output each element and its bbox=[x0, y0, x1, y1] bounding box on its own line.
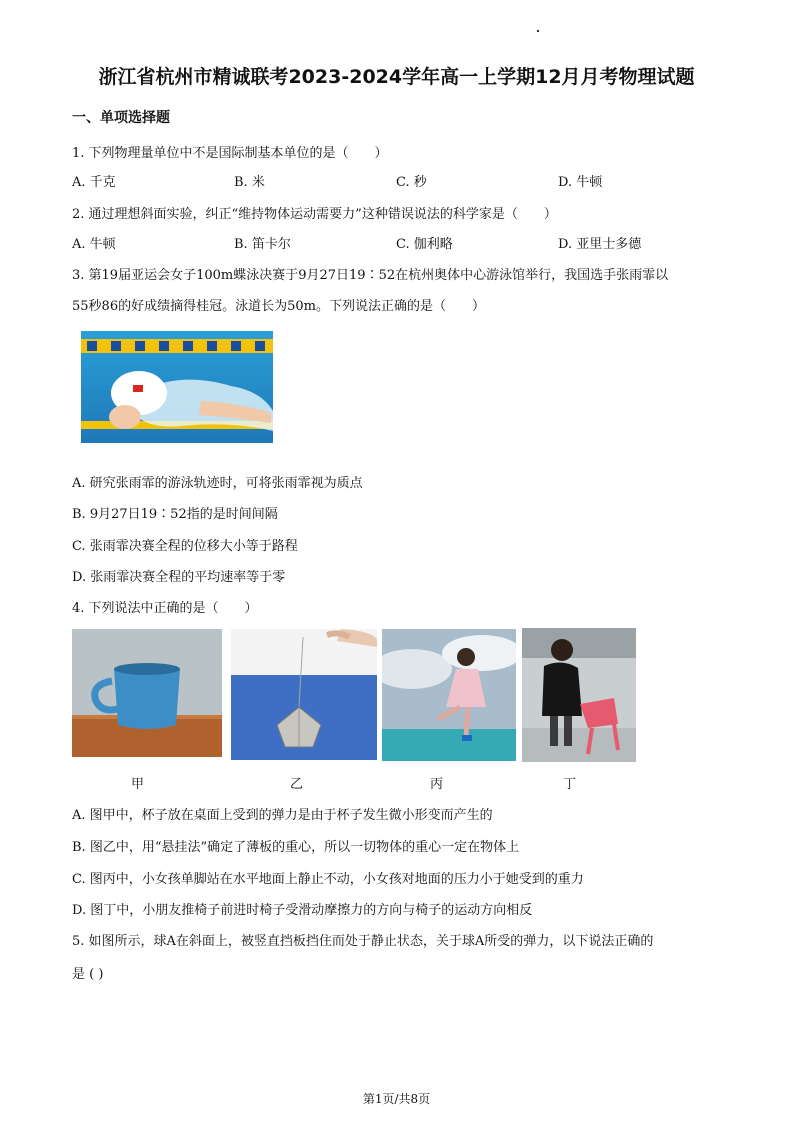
q1-option-d: D. 牛顿 bbox=[558, 175, 603, 190]
q1-option-b: B. 米 bbox=[234, 175, 265, 190]
q1-option-c: C. 秒 bbox=[396, 175, 427, 190]
question-5-stem-line2: 是 ( ) bbox=[72, 967, 104, 982]
q4-option-d: D. 图丁中，小朋友推椅子前进时椅子受滑动摩擦力的方向与椅子的运动方向相反 bbox=[72, 903, 533, 918]
q3-option-c: C. 张雨霏决赛全程的位移大小等于路程 bbox=[72, 539, 298, 554]
q3-option-a: A. 研究张雨霏的游泳轨迹时，可将张雨霏视为质点 bbox=[72, 476, 363, 491]
q3-option-d: D. 张雨霏决赛全程的平均速率等于零 bbox=[72, 570, 286, 585]
q2-option-d: D. 亚里士多德 bbox=[558, 237, 642, 252]
hanging-plate-photo bbox=[231, 629, 377, 760]
question-4-stem: 4. 下列说法中正确的是（ ） bbox=[72, 601, 258, 616]
question-1-stem: 1. 下列物理量单位中不是国际制基本单位的是（ ） bbox=[72, 146, 388, 161]
scan-dot bbox=[537, 30, 539, 32]
q4-option-a: A. 图甲中，杯子放在桌面上受到的弹力是由于杯子发生微小形变而产生的 bbox=[72, 808, 493, 823]
caption-jia: 甲 bbox=[131, 777, 145, 792]
question-5-stem-line1: 5. 如图所示，球A在斜面上，被竖直挡板挡住而处于静止状态，关于球A所受的弹力，以下说法正确的 bbox=[72, 934, 654, 949]
caption-ding: 丁 bbox=[563, 777, 577, 792]
caption-bing: 丙 bbox=[430, 777, 444, 792]
swimmer-photo bbox=[81, 331, 273, 443]
q4-option-b: B. 图乙中，用“悬挂法”确定了薄板的重心，所以一切物体的重心一定在物体上 bbox=[72, 840, 520, 855]
question-3-stem-line2: 55秒86的好成绩摘得桂冠。泳道长为50m。下列说法正确的是（ ） bbox=[72, 299, 485, 314]
child-pushing-chair-photo bbox=[522, 628, 636, 762]
caption-yi: 乙 bbox=[290, 777, 304, 792]
q4-option-c: C. 图丙中，小女孩单脚站在水平地面上静止不动，小女孩对地面的压力小于她受到的重力 bbox=[72, 872, 584, 887]
page-footer: 第1页/共8页 bbox=[362, 1092, 431, 1106]
page-title: 浙江省杭州市精诚联考2023-2024学年高一上学期12月月考物理试题 bbox=[98, 66, 695, 88]
question-3-stem-line1: 3. 第19届亚运会女子100m蝶泳决赛于9月27日19∶52在杭州奥体中心游泳馆举行，我国选手张雨霏以 bbox=[72, 268, 669, 283]
section-heading: 一、单项选择题 bbox=[72, 110, 170, 126]
q3-option-b: B. 9月27日19∶52指的是时间间隔 bbox=[72, 507, 278, 522]
q2-option-b: B. 笛卡尔 bbox=[234, 237, 291, 252]
q2-option-a: A. 牛顿 bbox=[72, 237, 116, 252]
q2-option-c: C. 伽利略 bbox=[396, 237, 453, 252]
cup-photo bbox=[72, 629, 222, 757]
question-2-stem: 2. 通过理想斜面实验，纠正“维持物体运动需要力”这种错误说法的科学家是（ ） bbox=[72, 207, 557, 222]
q1-option-a: A. 千克 bbox=[72, 175, 116, 190]
girl-standing-photo bbox=[382, 629, 516, 761]
